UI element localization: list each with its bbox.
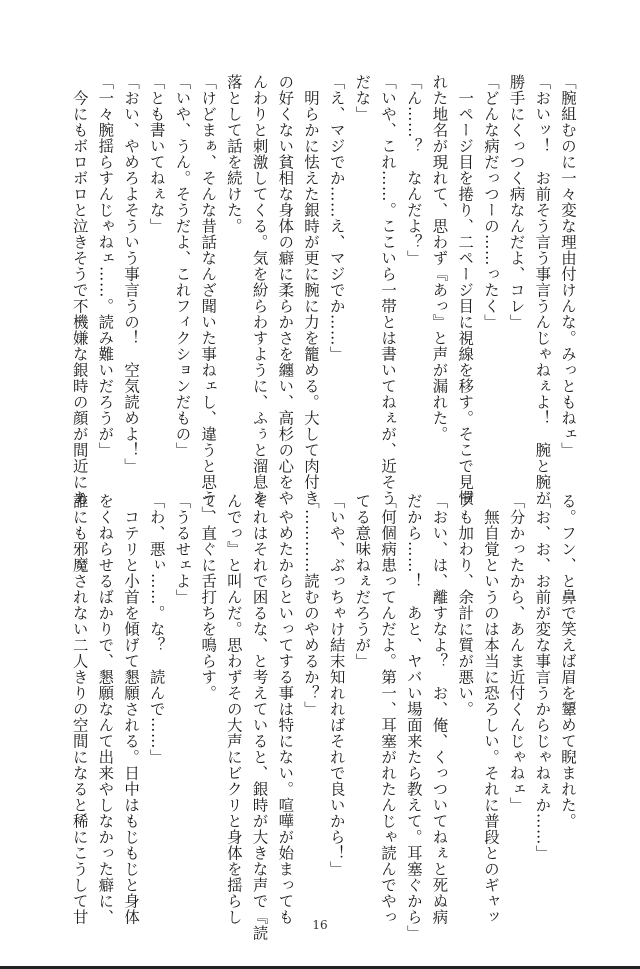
- text-line: る。フン、と鼻で笑えば眉を顰めて睨まれた。: [559, 493, 577, 829]
- upper-text-block: [60, 74, 580, 522]
- text-line: 「ん……？ なんだよ？」: [404, 74, 423, 266]
- text-line: 「腕組むのに一々変な理由付けんな。みっともねェ」: [559, 74, 577, 458]
- text-line: 「いや、これ……。ここいら一帯とは書いてねぇが、近そう: [379, 74, 398, 506]
- text-line: だな」: [353, 74, 372, 122]
- text-line: プも加わり、余計に質が悪い。: [456, 493, 475, 717]
- text-line: んでっ』と叫んだ。思わずその大声にビクリと身体を揺らし: [224, 493, 243, 925]
- text-line: やめたからといってする事は特にない。喧嘩が始まっても: [276, 493, 295, 925]
- text-line: 「いや、ぶっちゃけ結末知れればそれで良いから！」: [327, 493, 346, 877]
- text-line: をくねらせるばかりで、懇願なんて出来やしなかった癖に、: [96, 493, 115, 925]
- text-line: 「とも書いてねぇな」: [147, 74, 166, 234]
- text-line: 「分かったから、あんま近付くんじゃねェ」: [507, 493, 526, 813]
- text-line: て、直ぐに舌打ちを鳴らす。: [199, 493, 218, 701]
- text-line: だから……！ あと、ヤバい場面来たら教えて。耳塞ぐから」: [404, 493, 423, 941]
- text-line: 今にもボロボロと泣きそうで不機嫌な銀時の顔が間近にあ: [70, 74, 89, 506]
- page-number: 16: [312, 918, 328, 932]
- text-line: 「どんな病だっつーの……ったく」: [481, 74, 500, 330]
- text-line: 「おいッ！ お前そう言う事言うんじゃねぇよ！ 腕と腕が: [533, 74, 552, 506]
- text-line: 「お、お、お前が変な事言うからじゃねぇか……」: [533, 493, 552, 861]
- text-line: 「…………読むのやめるか？」: [301, 493, 320, 717]
- text-line: 「けどまぁ、そんな昔話なんざ聞いた事ねェし、違うと思う」: [199, 74, 218, 522]
- text-line: 一ページ目を捲り、二ページ目に視線を移す。そこで見慣: [456, 74, 475, 506]
- text-line: コテリと小首を傾げて懇願される。日中はもじもじと身体: [122, 493, 141, 925]
- text-line: 「おい、は、離すなよ？ お、俺、くっついてねぇと死ぬ病: [430, 493, 449, 925]
- text-line: 「いや、うん。そうだよ、これフィクションだもの」: [173, 74, 192, 458]
- text-line: それはそれで困るな、と考えていると、銀時が大きな声で『読: [250, 493, 269, 941]
- text-line: 「おい、やめろよそういう事言うの！ 空気読めよ！」: [122, 74, 141, 474]
- text-line: 「わ、悪ぃ……。な？ 読んで……」: [147, 493, 166, 765]
- text-line: 「何個病患ってんだよ。第一、耳塞がれたんじゃ読んでやっ: [379, 493, 398, 925]
- text-line: 「一々腕揺らすんじゃねェ……。読み難いだろうが」: [96, 74, 115, 458]
- text-line: 明らかに怯えた銀時が更に腕に力を籠める。大して肉付き: [301, 74, 320, 506]
- text-line: の好くない貧相な身体の癖に柔らかさを纏い、高杉の心をや: [276, 74, 295, 506]
- text-line: れた地名が現れて、思わず『あっ』と声が漏れた。: [430, 74, 449, 442]
- text-line: 「うるせェよ」: [173, 493, 192, 605]
- text-line: 無自覚というのは本当に恐ろしい。それに普段とのギャッ: [481, 493, 500, 925]
- text-line: 「え、マジでか……え、マジでか……」: [327, 74, 346, 362]
- text-line: 勝手にくっつく病なんだよ、コレ」: [507, 74, 526, 330]
- text-line: 誰にも邪魔されない二人きりの空間になると稀にこうして甘: [70, 493, 89, 925]
- text-line: てる意味ねぇだろうが」: [353, 493, 372, 669]
- text-line: 落として話を続けた。: [224, 74, 243, 234]
- text-line: んわりと刺激してくる。気を紛らわすように、ふぅと溜息を: [250, 74, 269, 506]
